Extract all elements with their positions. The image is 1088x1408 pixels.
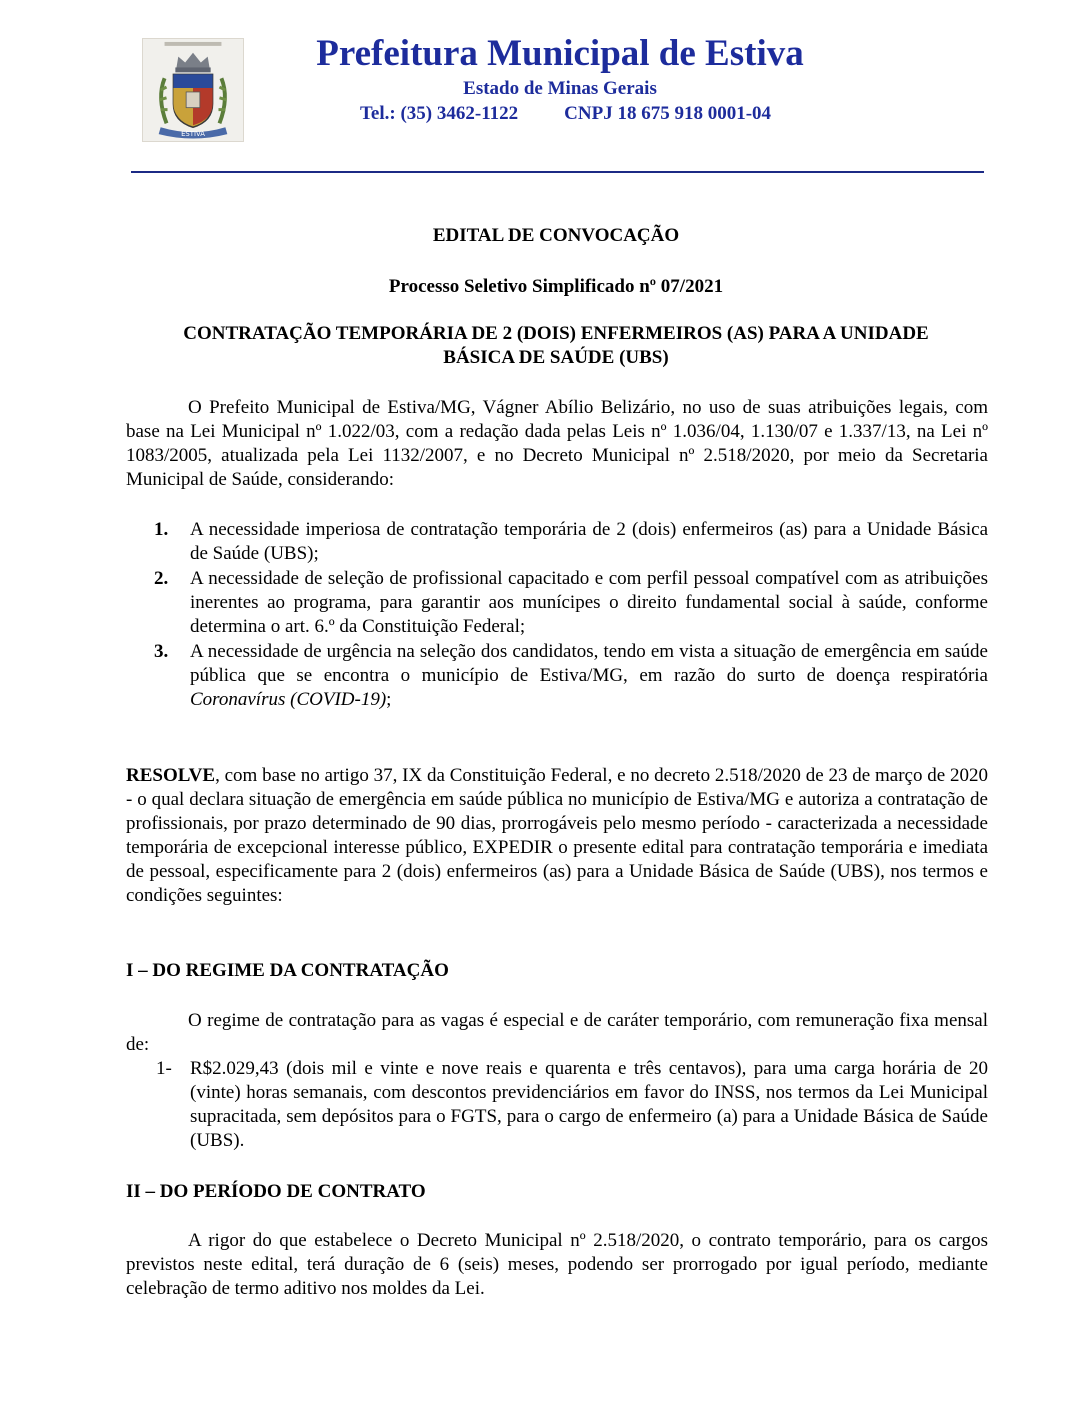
resolve-paragraph [126,764,988,908]
list-item-text: A necessidade de seleção de profissional capacitado e com perfil pessoal compatível com as atribuições inerentes ao programa, para garantir aos munícipes o direito fundamental social à saúde, conforme determina o art. 6.º da Constituição Federal; [190,568,988,637]
list-item [154,567,988,639]
list-item-number: 2. [154,568,169,589]
document-title: EDITAL DE CONVOCAÇÃO [432,225,680,246]
section-heading-period: II – DO PERÍODO DE CONTRATO [126,1181,426,1202]
list-item-text: R$2.029,43 (dois mil e vinte e nove reais e quarenta e três centavos), para uma carga horária de 20 (vinte) horas semanais, com descontos previdenciários em favor do INSS, nos termos da Lei Municipal supracitada, sem depósitos para o FGTS, para o cargo de enfermeiro (a) para a Unidade Básica de Saúde (UBS). [190,1058,988,1151]
header-state: Estado de Minas Gerais [463,78,657,99]
section-period-paragraph: A rigor do que estabelece o Decreto Municipal nº 2.518/2020, o contrato temporário, para os cargos previstos neste edital, terá duração de 6 (seis) meses, podendo ser prorrogado por igual período, mediante celebração de termo aditivo nos moldes da Lei. [126,1230,988,1299]
header-contact [360,103,771,125]
list-item [156,1057,988,1153]
list-item-number: 1- [156,1058,172,1079]
intro-paragraph: O Prefeito Municipal de Estiva/MG, Vágner Abílio Belizário, no uso de suas atribuições legais, com base na Lei Municipal nº 1.022/03, com a redação dada pelas Leis nº 1.036/04, 1.130/07 e 1.337/13, na Lei nº 1083/2005, atualizada pela Lei 1132/2007, e no Decreto Municipal nº 2.518/2020, por meio da Secretaria Municipal de Saúde, considerando: [126,397,988,490]
list-item-text: A necessidade imperiosa de contratação temporária de 2 (dois) enfermeiros (as) para a Unidade Básica de Saúde (UBS); [190,519,988,564]
subject-title: CONTRATAÇÃO TEMPORÁRIA DE 2 (DOIS) ENFERMEIROS (AS) PARA A UNIDADE BÁSICA DE SAÚDE (UBS) [183,323,929,368]
section-heading-regime: I – DO REGIME DA CONTRATAÇÃO [126,960,449,981]
list-item [154,640,988,712]
header-cnpj: CNPJ 18 675 918 0001-04 [564,103,772,124]
process-number: Processo Seletivo Simplificado nº 07/2021 [388,276,724,297]
municipal-crest-image [142,38,244,142]
list-item [154,518,988,566]
crest-banner-text: ESTIVA [181,130,205,139]
section-regime-paragraph: O regime de contratação para as vagas é especial e de caráter temporário, com remuneração fixa mensal de: [126,1010,988,1055]
header-phone: Tel.: (35) 3462-1122 [360,103,519,124]
list-item-text-end: ; [386,689,392,710]
list-item-number: 3. [154,641,169,662]
header-title: Prefeitura Municipal de Estiva [316,33,804,74]
coat-of-arms-icon [143,39,243,141]
resolve-label: RESOLVE [126,765,216,786]
resolve-text: , com base no artigo 37, IX da Constituição Federal, e no decreto 2.518/2020 de 23 de março de 2020 - o qual declara situação de emergência em saúde pública no município de Estiva/MG e autoriza a contratação de profissionais, por prazo determinado de 90 dias, prorrogáveis pelo mesmo período - caracterizada a necessidade temporária de excepcional interesse público, EXPEDIR o presente edital para contratação temporária e imediata de pessoal, especificamente para 2 (dois) enfermeiros (as) para a Unidade Básica de Saúde (UBS), nos termos e condições seguintes: [126,765,988,906]
covid-italic-text: Coronavírus (COVID-19) [190,689,387,710]
list-item-number: 1. [154,519,169,540]
list-item-text: A necessidade de urgência na seleção dos candidatos, tendo em vista a situação de emergência em saúde pública que se encontra o município de Estiva/MG, em razão do surto de doença respiratória [190,641,988,686]
header-divider [131,171,984,173]
